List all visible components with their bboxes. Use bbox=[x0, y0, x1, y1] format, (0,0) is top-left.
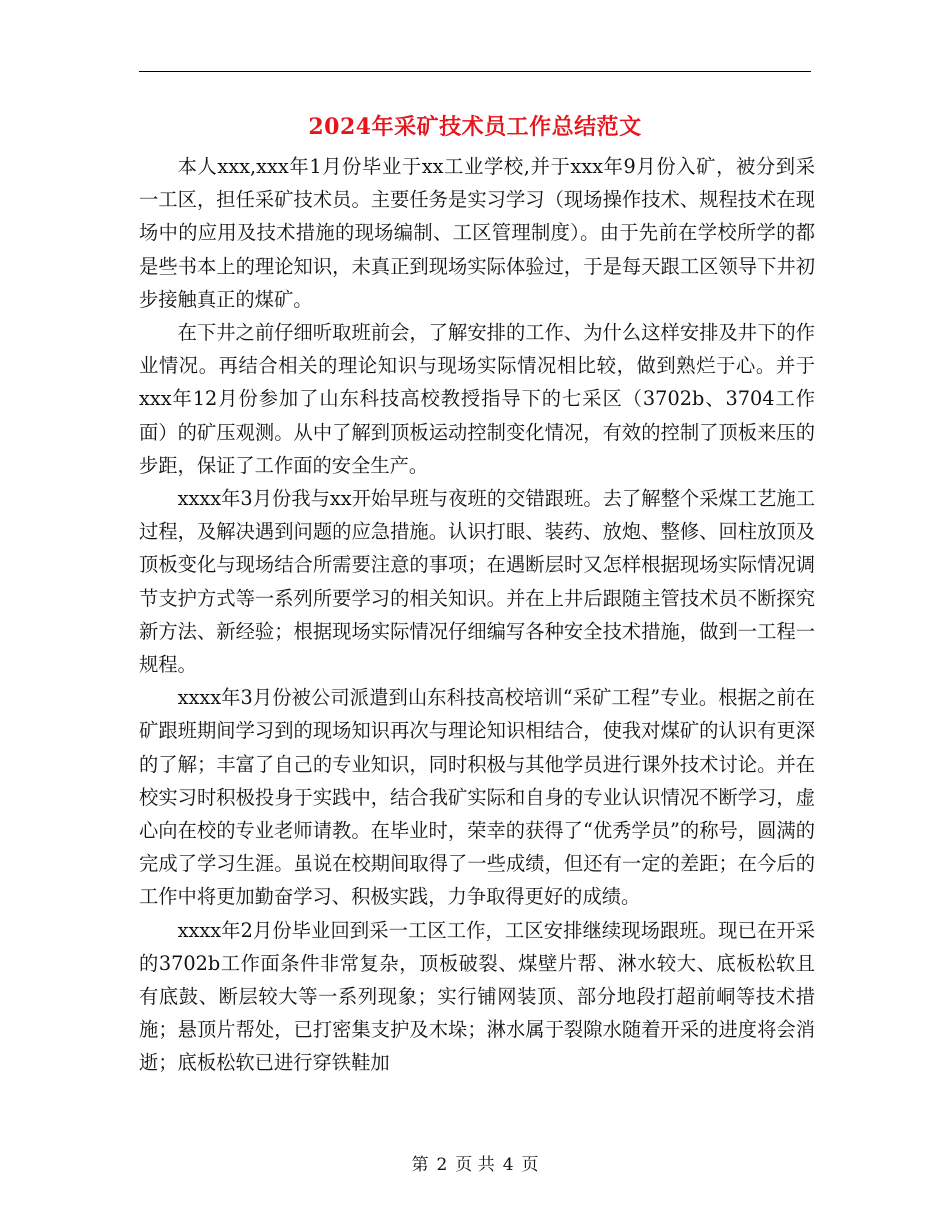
paragraph-2: 在下井之前仔细听取班前会，了解安排的工作、为什么这样安排及井下的作业情况。再结合相关的理论知识与现场实际情况相比较，做到熟烂于心。并于xxx年12月份参加了山东科技高校教授指导下的七采区（3702b、3704工作面）的矿压观测。从中了解到顶板运动控制变化情况，有效的控制了顶板来压的步距，保证了工作面的安全生产。 bbox=[139, 321, 815, 477]
paragraph-1: 本人xxx,xxx年1月份毕业于xx工业学校,并于xxx年9月份入矿，被分到采一工区，担任采矿技术员。主要任务是实习学习（现场操作技术、规程技术在现场中的应用及技术措施的现场编制、工区管理制度）。由于先前在学校所学的都是些书本上的理论知识，未真正到现场实际体验过，于是每天跟工区领导下井初步接触真正的煤矿。 bbox=[139, 155, 815, 311]
page-mid: 页 共 bbox=[455, 1155, 495, 1175]
page-footer bbox=[0, 1153, 950, 1177]
document-body bbox=[139, 150, 815, 1080]
page-total: 4 bbox=[502, 1155, 514, 1175]
paragraph-4: xxxx年3月份被公司派遣到山东科技高校培训“采矿工程”专业。根据之前在矿跟班期间学习到的现场知识再次与理论知识相结合，使我对煤矿的认识有更深的了解；丰富了自己的专业知识，同时积极与其他学员进行课外技术讨论。并在校实习时积极投身于实践中，结合我矿实际和自身的专业认识情况不断学习，虚心向在校的专业老师请教。在毕业时，荣幸的获得了“优秀学员”的称号，圆满的完成了学习生涯。虽说在校期间取得了一些成绩，但还有一定的差距；在今后的工作中将更加勤奋学习、积极实践，力争取得更好的成绩。 bbox=[139, 686, 815, 909]
document-title: 2024年采矿技术员工作总结范文 bbox=[308, 114, 642, 140]
header-rule bbox=[139, 71, 811, 72]
page-prefix: 第 bbox=[411, 1155, 429, 1175]
page-current: 2 bbox=[436, 1155, 448, 1175]
paragraph-3: xxxx年3月份我与xx开始早班与夜班的交错跟班。去了解整个采煤工艺施工过程，及解决遇到问题的应急措施。认识打眼、装药、放炮、整修、回柱放顶及顶板变化与现场结合所需要注意的事项；在遇断层时又怎样根据现场实际情况调节支护方式等一系列所要学习的相关知识。并在上井后跟随主管技术员不断探究新方法、新经验；根据现场实际情况仔细编写各种安全技术措施，做到一工程一规程。 bbox=[139, 487, 815, 677]
page-suffix: 页 bbox=[521, 1155, 539, 1175]
paragraph-5: xxxx年2月份毕业回到采一工区工作，工区安排继续现场跟班。现已在开采的3702b工作面条件非常复杂，顶板破裂、煤壁片帮、淋水较大、底板松软且有底鼓、断层较大等一系列现象；实行铺网装顶、部分地段打超前峒等技术措施；悬顶片帮处，已打密集支护及木垛；淋水属于裂隙水随着开采的进度将会消逝；底板松软已进行穿铁鞋加 bbox=[139, 918, 815, 1075]
